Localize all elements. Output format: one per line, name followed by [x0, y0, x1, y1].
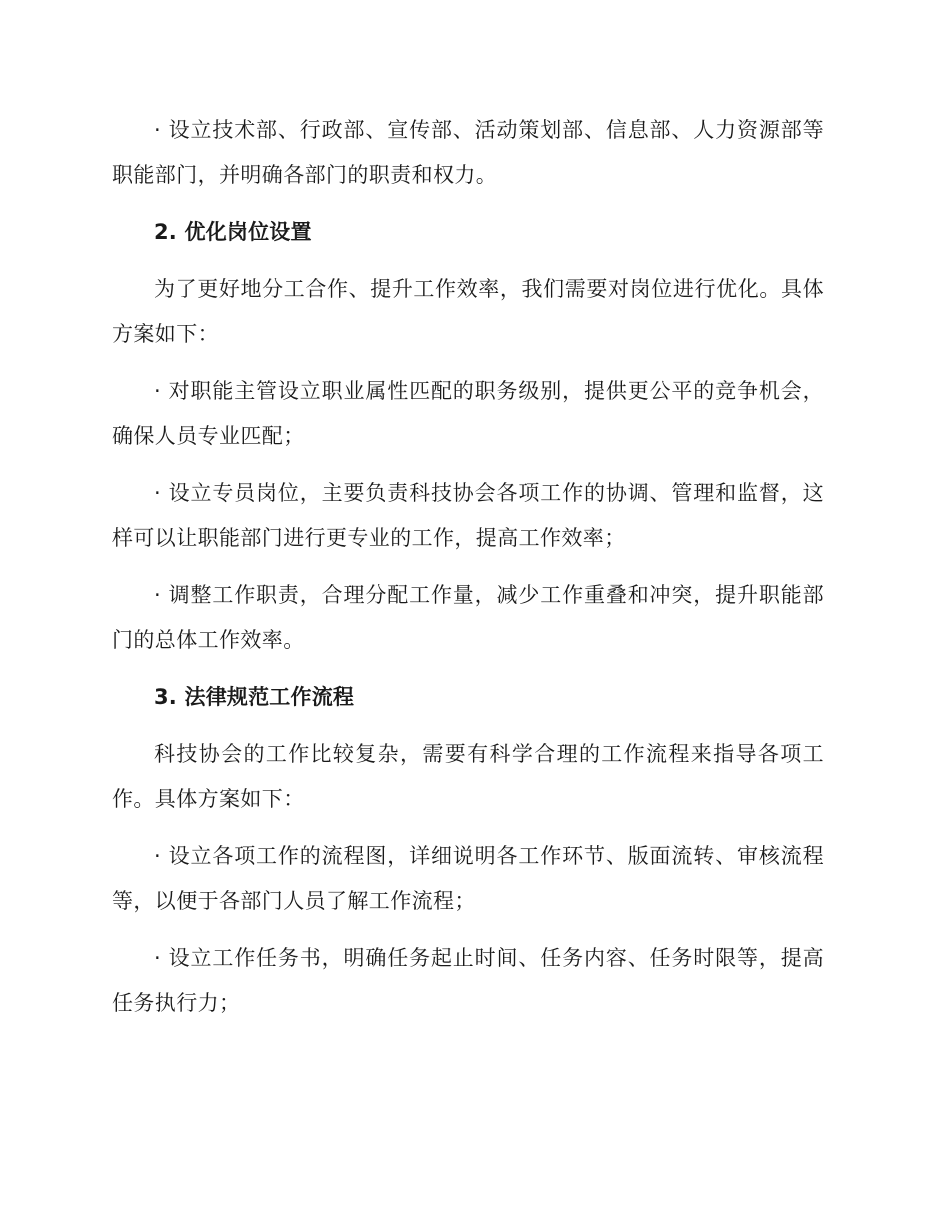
intro-optimize-positions: 为了更好地分工合作、提升工作效率，我们需要对岗位进行优化。具体方案如下： [112, 277, 824, 346]
bullet-departments: · 设立技术部、行政部、宣传部、活动策划部、信息部、人力资源部等职能部门，并明确各部门的职责和权力。 [112, 118, 824, 187]
bullet-job-levels: · 对职能主管设立职业属性匹配的职务级别，提供更公平的竞争机会，确保人员专业匹配； [112, 379, 824, 448]
intro-workflow: 科技协会的工作比较复杂，需要有科学合理的工作流程来指导各项工作。具体方案如下： [112, 742, 824, 811]
document-body [112, 108, 824, 1038]
section-heading-workflow: 3. 法律规范工作流程 [154, 685, 355, 709]
bullet-specialist-posts: · 设立专员岗位，主要负责科技协会各项工作的协调、管理和监督，这样可以让职能部门进行更专业的工作，提高工作效率； [112, 481, 824, 550]
bullet-flowcharts: · 设立各项工作的流程图，详细说明各工作环节、版面流转、审核流程等，以便于各部门人员了解工作流程； [112, 844, 824, 913]
bullet-task-sheet: · 设立工作任务书，明确任务起止时间、任务内容、任务时限等，提高任务执行力； [112, 946, 824, 1015]
bullet-adjust-duties: · 调整工作职责，合理分配工作量，减少工作重叠和冲突，提升职能部门的总体工作效率。 [112, 583, 824, 652]
section-heading-optimize-positions: 2. 优化岗位设置 [154, 220, 312, 244]
